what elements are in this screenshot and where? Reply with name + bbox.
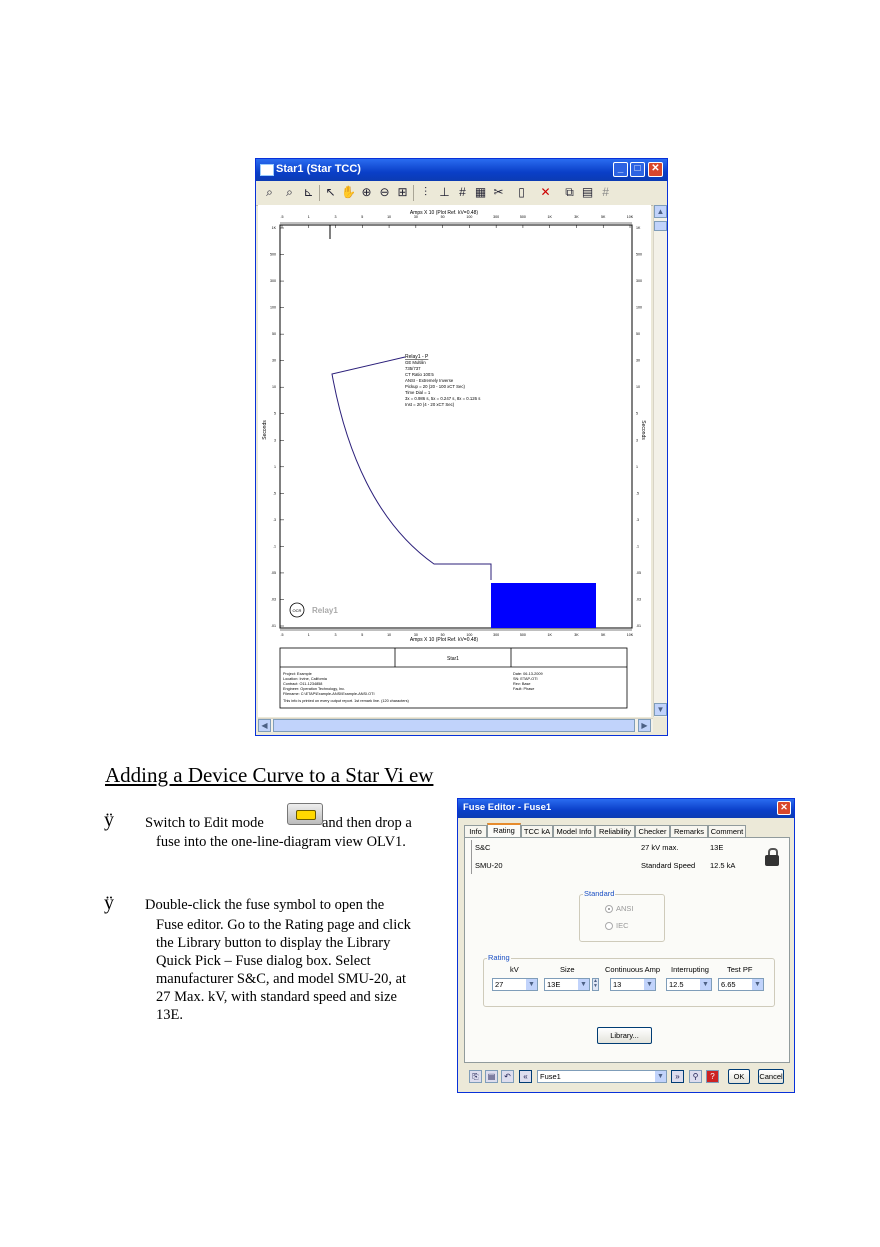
y-tick-label: .05	[636, 570, 641, 575]
chevron-down-icon[interactable]: ▼	[578, 979, 589, 990]
x-tick-label: 1K	[547, 215, 552, 219]
plot-icon[interactable]: ⊾	[303, 185, 314, 199]
x-tick-label: 5K	[601, 215, 606, 219]
bullet-text: and then drop a	[322, 815, 412, 831]
y-tick-label: .5	[636, 491, 639, 496]
lock-icon	[765, 848, 779, 866]
title-block-field: Project: Example	[283, 672, 312, 676]
y-tick-label: .01	[271, 624, 276, 628]
kv-header: kV	[510, 965, 519, 974]
x-tick-label: 5	[361, 215, 364, 219]
tcc-plot-area[interactable]	[258, 205, 651, 717]
tab-remarks[interactable]: Remarks	[670, 825, 708, 838]
calculator-icon[interactable]: ▦	[474, 185, 487, 199]
copy-icon[interactable]: ⧉	[565, 185, 574, 199]
chevron-down-icon[interactable]: ▼	[526, 979, 537, 990]
iec-radio[interactable]	[605, 922, 613, 930]
test-pf-select[interactable]	[718, 978, 764, 991]
close-button[interactable]: ✕	[777, 801, 791, 815]
x-tick-label: 10	[387, 633, 392, 637]
y-tick-label: .3	[273, 517, 276, 522]
x-tick-label: 50	[440, 633, 445, 637]
undo-icon[interactable]: ↶	[501, 1070, 514, 1083]
fit-curves-icon[interactable]: ⫶	[423, 185, 427, 199]
cancel-button[interactable]: Cancel	[758, 1069, 784, 1084]
tab-checker[interactable]: Checker	[635, 825, 670, 838]
ansi-radio[interactable]	[605, 905, 613, 913]
minimize-button[interactable]: _	[613, 162, 628, 177]
bullet-symbol: ÿ	[104, 892, 114, 914]
title-block-field: Contract: O11-1234858	[283, 682, 323, 686]
manufacturer: S&C	[475, 843, 491, 852]
title-block-name: Star1	[447, 656, 459, 662]
print-preview-icon[interactable]: ▯	[518, 185, 525, 199]
standard-group	[579, 894, 665, 942]
y-tick-label: 10	[272, 385, 276, 390]
bullet-text: Fuse editor. Go to the Rating page and click	[156, 917, 411, 933]
tab-comment[interactable]: Comment	[708, 825, 746, 838]
binoculars-icon[interactable]: ⚲	[689, 1070, 702, 1083]
title-block-field: Rev: Base	[513, 682, 531, 686]
bottom-axis-label: Amps X 10 (Plot Ref. kV=0.48)	[409, 637, 479, 643]
y-tick-label: .05	[271, 570, 276, 575]
horizontal-scrollbar[interactable]	[258, 718, 653, 732]
y-tick-label: 500	[636, 252, 642, 257]
left-axis-label: Seconds	[262, 420, 268, 440]
x-tick-label: 10K	[626, 215, 634, 219]
right-axis-label: Seconds	[640, 420, 646, 440]
x-tick-label: 10K	[626, 633, 634, 637]
x-tick-label: .5	[280, 633, 284, 637]
chevron-down-icon[interactable]: ▼	[655, 1071, 666, 1082]
x-tick-label: 1	[307, 633, 310, 637]
x-tick-label: 5K	[601, 633, 606, 637]
grid-icon[interactable]: #	[459, 185, 466, 199]
bullet-symbol: ÿ	[104, 809, 114, 831]
x-tick-label: 300	[493, 215, 500, 219]
first-record-icon[interactable]: ⎘	[469, 1070, 482, 1083]
x-tick-label: 1	[307, 215, 310, 219]
window-icon	[260, 164, 274, 176]
maximize-button[interactable]: □	[630, 162, 645, 177]
x-tick-label: 3K	[574, 215, 579, 219]
title-block-field: Location: Irvine, California	[283, 677, 327, 681]
bullet-text: Quick Pick – Fuse dialog box. Select	[156, 953, 371, 969]
title-block-note: This info is printed on every output report. 1st remark line. (120 characters)	[283, 699, 409, 703]
scroll-thumb[interactable]	[654, 221, 667, 231]
ansi-label: ANSI	[616, 904, 634, 913]
bullet-text: Double-click the fuse symbol to open the	[145, 897, 385, 913]
x-tick-label: 3	[334, 215, 337, 219]
chevron-down-icon[interactable]: ▼	[644, 979, 655, 990]
curve-label-line: Inst = 20 (4 - 20 xCT Sec)	[405, 402, 455, 407]
size-value: 13E	[547, 980, 561, 989]
fuse-band[interactable]	[491, 583, 596, 628]
y-tick-label: .01	[636, 624, 641, 628]
curve-label-line: 3x = 0.986 s, 5x = 0.247 s, 8x = 0.126 s	[405, 396, 481, 401]
y-tick-label: 100	[270, 305, 276, 310]
interrupting-display: 12.5 kA	[710, 861, 736, 870]
tab-rating[interactable]: Rating	[487, 823, 521, 839]
bullet-text: 27 Max. kV, with standard speed and size	[156, 989, 397, 1005]
dialog-title: Fuse Editor - Fuse1	[463, 802, 552, 813]
plot-options-icon[interactable]: ⊥	[439, 185, 450, 199]
y-tick-label: .1	[273, 544, 276, 549]
scroll-down-icon[interactable]: ▼	[654, 703, 667, 716]
delete-icon[interactable]: ✕	[540, 185, 551, 199]
y-tick-label: 1K	[636, 226, 641, 230]
x-tick-label: 3	[334, 633, 337, 637]
y-tick-label: .03	[636, 597, 641, 602]
device-tag: OCR	[292, 608, 302, 613]
x-tick-label: 500	[519, 215, 526, 219]
y-tick-label: 30	[636, 358, 640, 363]
continuous-amp-header: Continuous Amp	[605, 965, 661, 974]
interrupting-header: Interrupting	[671, 965, 709, 974]
x-tick-label: .5	[280, 215, 284, 219]
close-button[interactable]: ✕	[648, 162, 663, 177]
x-tick-label: 100	[466, 633, 473, 637]
scroll-thumb[interactable]	[273, 719, 635, 732]
bullet-text: Switch to Edit mode	[145, 815, 264, 831]
zoom-curve-2-icon[interactable]: ⌕	[286, 185, 293, 199]
tools-icon[interactable]: ✂	[493, 185, 504, 199]
interrupting-value: 12.5	[669, 980, 684, 989]
previous-icon[interactable]: «	[519, 1070, 532, 1083]
zoom-fit-icon[interactable]: ⊞	[397, 185, 408, 199]
y-tick-label: 1	[636, 464, 638, 469]
title-block-field: Fault: Phase	[513, 687, 535, 691]
curve-label-line: GE Multilin	[405, 360, 426, 365]
curve-label-title: Relay1 - P	[405, 354, 429, 360]
y-tick-label: 5	[636, 411, 638, 416]
y-tick-label: 10	[636, 385, 640, 390]
zoom-curve-icon[interactable]: ⌕	[266, 185, 273, 199]
tcc-plot[interactable]	[258, 205, 651, 717]
kv-select[interactable]	[492, 978, 538, 991]
tab-reliability[interactable]: Reliability	[595, 825, 635, 838]
scroll-up-icon[interactable]: ▲	[654, 205, 667, 218]
x-tick-label: 500	[519, 633, 526, 637]
zoom-in-icon[interactable]: ⊕	[361, 185, 372, 199]
vertical-scrollbar[interactable]	[653, 205, 667, 717]
rating-group-label: Rating	[488, 953, 510, 962]
scroll-left-icon[interactable]: ◀	[258, 719, 271, 732]
x-tick-label: 5	[361, 633, 364, 637]
x-tick-label: 100	[466, 215, 473, 219]
pointer-icon[interactable]: ↖	[325, 185, 336, 199]
title-block-field: Date: 06-13-2009	[513, 672, 543, 676]
model: SMU-20	[475, 861, 503, 870]
max-kv: 27 kV max.	[641, 843, 679, 852]
format-icon[interactable]: #	[602, 185, 609, 199]
x-tick-label: 10	[387, 215, 392, 219]
curve-label-line: CT Ratio 100:5	[405, 372, 434, 377]
chevron-down-icon[interactable]: ▼	[752, 979, 763, 990]
top-axis-label: Amps X 10 (Plot Ref. kV=0.48)	[409, 210, 479, 216]
y-tick-label: 1	[274, 464, 276, 469]
y-tick-label: 30	[272, 358, 276, 363]
curve-label-line: ANSI - Extremely Inverse	[405, 378, 454, 383]
y-tick-label: 500	[270, 252, 276, 257]
y-tick-label: 50	[636, 332, 640, 337]
hand-icon[interactable]: ✋	[341, 185, 356, 199]
kv-value: 27	[495, 980, 504, 989]
paste-icon[interactable]: ▤	[581, 185, 594, 199]
title-block-field: SN: ETAP-OTI	[513, 677, 538, 681]
library-button[interactable]: Library...	[597, 1027, 652, 1044]
title-bar[interactable]	[256, 159, 667, 181]
curve-label-line: Pickup = 20 (20 - 100 xCT Sec)	[405, 384, 465, 389]
toolbar-separator	[413, 185, 414, 201]
continuous-amp-value: 13	[613, 980, 622, 989]
y-tick-label: .5	[273, 491, 276, 496]
fuse-editor-dialog	[457, 798, 795, 1093]
scroll-right-icon[interactable]: ▶	[638, 719, 651, 732]
title-block-field: Engineer: Operation Technology, Inc.	[283, 687, 346, 691]
size-display: 13E	[710, 843, 724, 852]
size-spinner[interactable]: ▲ ▼	[593, 978, 598, 989]
curve-label-line: Time Dial = 1	[405, 390, 431, 395]
speed: Standard Speed	[641, 861, 696, 870]
x-tick-label: 3K	[574, 633, 579, 637]
toolbar-separator	[319, 185, 320, 201]
next-icon[interactable]: »	[671, 1070, 684, 1083]
ok-button[interactable]: OK	[728, 1069, 750, 1084]
window-title: Star1 (Star TCC)	[276, 163, 361, 175]
test-pf-value: 6.65	[721, 980, 736, 989]
y-tick-label: 300	[270, 279, 276, 284]
y-tick-label: .1	[636, 544, 639, 549]
divider	[471, 840, 472, 874]
y-tick-label: 300	[636, 279, 642, 284]
device-name: Relay1	[312, 606, 338, 615]
edit-mode-icon	[287, 803, 323, 825]
section-heading: Adding a Device Curve to a Star Vi ew	[105, 763, 434, 787]
curve-label-line: 735/737	[405, 366, 421, 371]
title-block-field: Filename: C:\ETAP\Example-ANSI\Example-ANSI.OTI	[283, 692, 375, 696]
toolbar	[256, 181, 667, 206]
x-tick-label: 300	[493, 633, 500, 637]
y-tick-label: 3	[636, 438, 638, 443]
tab-model-info[interactable]: Model Info	[553, 825, 595, 838]
title-bar[interactable]	[458, 799, 794, 818]
bullet-text: fuse into the one-line-diagram view OLV1.	[156, 834, 406, 850]
iec-label: IEC	[616, 921, 629, 930]
chevron-down-icon[interactable]: ▼	[700, 979, 711, 990]
fuse-selector-value: Fuse1	[540, 1072, 561, 1081]
size-select[interactable]	[544, 978, 590, 991]
size-header: Size	[560, 965, 575, 974]
tab-tcc-ka[interactable]: TCC kA	[521, 825, 553, 838]
y-tick-label: 3	[274, 438, 276, 443]
standard-group-label: Standard	[584, 889, 615, 898]
star-tcc-window	[255, 158, 668, 736]
y-tick-label: .03	[271, 597, 276, 602]
y-tick-label: 50	[272, 332, 276, 337]
x-tick-label: 30	[413, 215, 418, 219]
bullet-text: manufacturer S&C, and model SMU-20, at	[156, 971, 407, 987]
bullet-text: 13E.	[156, 1007, 183, 1023]
y-tick-label: 100	[636, 305, 642, 310]
x-tick-label: 1K	[547, 633, 552, 637]
test-pf-header: Test PF	[727, 965, 753, 974]
help-icon[interactable]: ?	[706, 1070, 719, 1083]
y-tick-label: 1K	[271, 226, 276, 230]
rating-panel	[464, 837, 790, 1063]
y-tick-label: .3	[636, 517, 639, 522]
copy-record-icon[interactable]: ▤	[485, 1070, 498, 1083]
bullet-text: the Library button to display the Library	[156, 935, 391, 951]
x-tick-label: 50	[440, 215, 445, 219]
x-tick-label: 30	[413, 633, 418, 637]
zoom-out-icon[interactable]: ⊖	[379, 185, 390, 199]
y-tick-label: 5	[274, 411, 276, 416]
fuse-selector[interactable]	[537, 1070, 667, 1083]
continuous-amp-select[interactable]	[610, 978, 656, 991]
tab-info[interactable]: Info	[464, 825, 487, 838]
interrupting-select[interactable]	[666, 978, 712, 991]
